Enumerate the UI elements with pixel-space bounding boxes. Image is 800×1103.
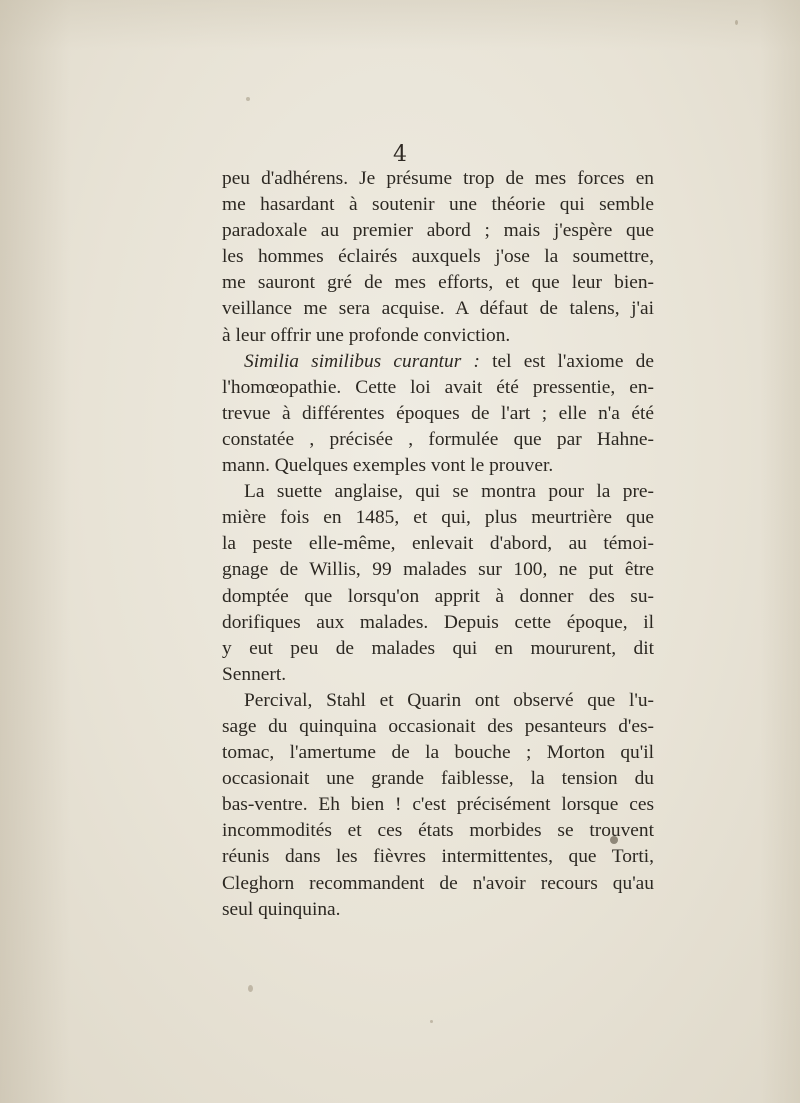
text-line: réunis dans les fièvres intermittentes, que Torti, — [222, 846, 654, 868]
text-line: me sauront gré de mes efforts, et que leur bien- — [222, 272, 654, 294]
text-line: veillance me sera acquise. A défaut de talens, j'ai — [222, 298, 654, 320]
text-line: Cleghorn recommandent de n'avoir recours qu'au — [222, 872, 654, 894]
paper-speck — [430, 1020, 433, 1023]
text-line: Sennert. — [222, 663, 287, 685]
text-line: mière fois en 1485, et qui, plus meurtrière que — [222, 507, 654, 529]
text-line: La suette anglaise, qui se montra pour la pre- — [244, 481, 654, 503]
text-line: me hasardant à soutenir une théorie qui semble — [222, 194, 654, 216]
body-text — [222, 166, 654, 923]
text-line: occasionait une grande faiblesse, la tension du — [222, 768, 654, 790]
text-run: tel est l'axiome de — [479, 350, 654, 372]
text-line: constatée , précisée , formulée que par Hahne- — [222, 428, 654, 450]
text-line: sage du quinquina occasionait des pesanteurs d'es- — [222, 715, 654, 737]
text-line — [222, 349, 654, 375]
text-line: incommodités et ces états morbides se trouvent — [222, 820, 654, 842]
text-line: les hommes éclairés auxquels j'ose la soumettre, — [222, 246, 654, 268]
text-line: mann. Quelques exemples vont le prouver. — [222, 455, 554, 477]
text-line: bas-ventre. Eh bien ! c'est précisément lorsque ces — [222, 794, 654, 816]
text-line: à leur offrir une profonde conviction. — [222, 324, 511, 346]
latin-axiom: Similia similibus curantur : — [244, 350, 480, 372]
page-shadow-top — [0, 0, 800, 50]
text-line: gnage de Willis, 99 malades sur 100, ne put être — [222, 559, 654, 581]
text-line: tomac, l'amertume de la bouche ; Morton qu'il — [222, 742, 654, 764]
text-line: Percival, Stahl et Quarin ont observé que l'u- — [244, 689, 654, 711]
text-line: l'homœopathie. Cette loi avait été pressentie, en- — [222, 376, 654, 398]
paper-speck — [735, 20, 738, 25]
paper-speck — [246, 97, 250, 101]
paper-speck — [248, 985, 253, 992]
text-line: seul quinquina. — [222, 898, 341, 920]
text-line: peu d'adhérens. Je présume trop de mes forces en — [222, 168, 654, 189]
text-line: paradoxale au premier abord ; mais j'espère que — [222, 220, 654, 242]
text-line: dorifiques aux malades. Depuis cette époque, il — [222, 611, 654, 633]
page-number: 4 — [393, 142, 407, 167]
text-line: domptée que lorsqu'on apprit à donner des su- — [222, 585, 654, 607]
text-line: trevue à différentes époques de l'art ; elle n'a été — [222, 402, 654, 424]
text-line: la peste elle-même, enlevait d'abord, au témoi- — [222, 533, 654, 555]
text-line: y eut peu de malades qui en moururent, dit — [222, 637, 654, 659]
